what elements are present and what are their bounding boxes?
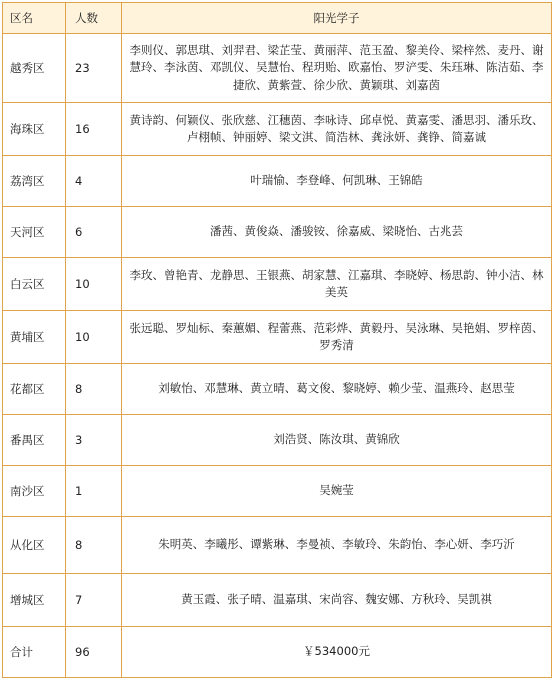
count-cell: 8 [66,517,122,574]
names-cell: 潘茜、黄俊焱、潘骏铵、徐嘉威、梁晓怡、古兆芸 [122,207,552,258]
district-cell: 海珠区 [3,103,66,156]
district-cell: 番禺区 [3,415,66,466]
district-cell: 荔湾区 [3,156,66,207]
district-cell: 从化区 [3,517,66,574]
header-names: 阳光学子 [122,3,552,34]
names-cell: 黄玉霞、张子晴、温嘉琪、宋尚容、魏安娜、方秋玲、吴凯祺 [122,574,552,627]
table-row [3,258,552,311]
header-district: 区名 [3,3,66,34]
count-cell: 10 [66,311,122,364]
count-cell: 7 [66,574,122,627]
table-row [3,415,552,466]
names-cell: 刘浩贤、陈汝琪、黄锦欣 [122,415,552,466]
table-header-row [3,3,552,34]
district-cell: 增城区 [3,574,66,627]
district-cell: 天河区 [3,207,66,258]
names-cell: 李则仪、郭思琪、刘羿君、梁芷莹、黄丽萍、范玉盈、黎美伶、梁梓然、麦丹、谢慧玲、李泳茵、邓凯仪、吴慧怡、程玥贻、欧嘉怡、罗浐雯、朱珏琳、陈洁茹、李捷欣、黄紫萱、徐少欣、黄颖琪、刘嘉茵 [122,34,552,103]
count-cell: 4 [66,156,122,207]
names-cell: 刘敏怡、邓慧琳、黄立晴、葛文俊、黎晓婷、赖少莹、温燕玲、赵思莹 [122,364,552,415]
table-row [3,207,552,258]
table-row [3,466,552,517]
names-cell: 黄诗韵、何颖仪、张欣慈、江穗茵、李咏诗、邱卓悦、黄嘉雯、潘思羽、潘乐玫、卢栩帧、钟丽婷、梁文淇、简浩林、龚泳妍、龚铮、简嘉诚 [122,103,552,156]
table-row [3,311,552,364]
names-cell: 吴婉莹 [122,466,552,517]
count-cell: 1 [66,466,122,517]
count-cell: 3 [66,415,122,466]
table-row [3,574,552,627]
table-row [3,364,552,415]
header-count: 人数 [66,3,122,34]
table-row [3,34,552,103]
district-cell: 黄埔区 [3,311,66,364]
district-cell: 越秀区 [3,34,66,103]
names-cell: 李玫、曾艳青、龙静思、王银燕、胡家慧、江嘉琪、李晓婷、杨思韵、钟小洁、林美英 [122,258,552,311]
names-cell: 张远聪、罗灿标、秦蕙媚、程蕾燕、范彩烨、黄毅丹、吴泳琳、吴艳娟、罗梓茵、罗秀清 [122,311,552,364]
names-cell: 朱明英、李曦彤、谭紫琳、李曼祯、李敏玲、朱韵怡、李心妍、李巧沂 [122,517,552,574]
student-table [2,2,552,678]
table-row [3,156,552,207]
table-row [3,517,552,574]
count-cell: 8 [66,364,122,415]
total-label-cell: 合计 [3,627,66,678]
count-cell: 16 [66,103,122,156]
district-cell: 花都区 [3,364,66,415]
total-count-cell: 96 [66,627,122,678]
table-row [3,103,552,156]
district-cell: 白云区 [3,258,66,311]
total-amount-cell: ￥534000元 [122,627,552,678]
count-cell: 10 [66,258,122,311]
names-cell: 叶瑞愉、李登峰、何凯琳、王锦皓 [122,156,552,207]
district-cell: 南沙区 [3,466,66,517]
total-row [3,627,552,678]
count-cell: 23 [66,34,122,103]
count-cell: 6 [66,207,122,258]
